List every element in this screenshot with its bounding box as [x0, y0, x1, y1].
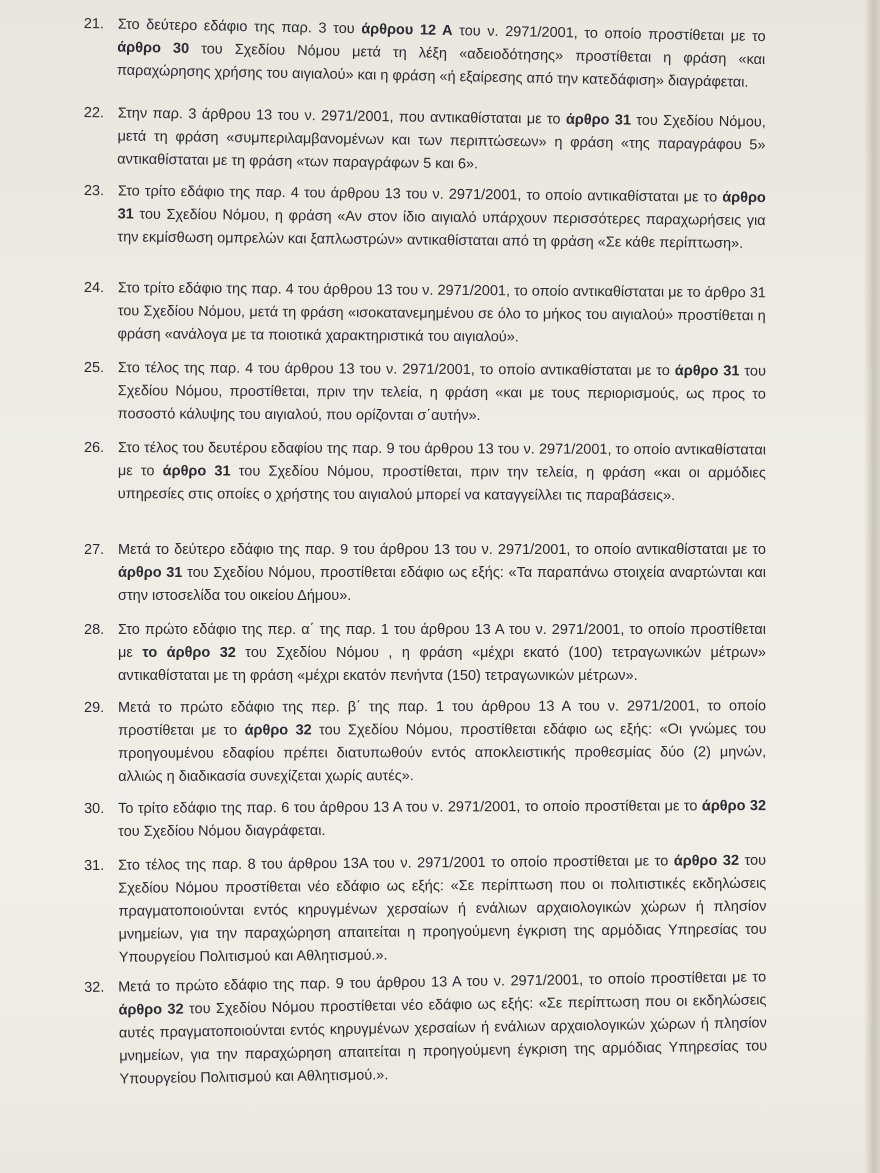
paragraph-number: 30. — [84, 800, 105, 818]
paragraph-number: 27. — [84, 542, 105, 558]
paragraph-text — [118, 437, 766, 508]
paragraph-21 — [85, 13, 766, 95]
text-run: Στο τρίτο εδάφιο της παρ. 4 του άρθρου 13 του ν. 2971/2001, το οποίο αντικαθίσταται με το — [117, 183, 723, 206]
text-run: του Σχεδίου Νόμου μετά τη λέξη «αδειοδότησης» προστίθεται η φράση «και παραχώρησης χρήσης του αιγιαλού» και η φράση «ή εξαίρεσης από την κατεδάφιση» διαγράφεται. — [116, 40, 766, 91]
paragraph-32 — [86, 966, 768, 1092]
paragraph-25 — [83, 357, 766, 430]
text-run: του Σχεδίου Νόμου διαγράφεται. — [118, 822, 326, 840]
paragraph-number: 25. — [83, 359, 105, 377]
paragraph-29 — [86, 695, 766, 789]
text-run: του Σχεδίου Νόμου, προστίθεται, πριν την τελεία, η φράση «και οι αρμόδιες υπηρεσίες στις οποίες ο χρήστης του αιγιαλού μπορεί να καταγγείλλει τις παραβάσεις». — [117, 463, 766, 505]
paragraph-text — [117, 180, 766, 256]
paragraph-text — [118, 795, 766, 844]
text-run: του Σχεδίου Νόμου προστίθεται νέο εδάφιο ως εξής: «Σε περίπτωση που οι εκδηλώσεις αυτές πραγματοποιούνται εντός κηρυγμένων χερσαίων ή ενάλιων αρχαιολογικών χώρων ή πλησίον μνημείων, για την παραχώρηση απαιτείται η προηγούμενη έγκριση της αρμόδιας Υπηρεσίας του Υπουργείου Πολιτισμού και Αθλητισμού.». — [118, 992, 768, 1088]
text-run: του Σχεδίου Νόμου προστίθεται νέο εδάφιο ως εξής: «Σε περίπτωση που οι πολιτιστικές εκδηλώσεις πραγματοποιούνται εντός κηρυγμένων χερσαίων ή ενάλιων αρχαιολογικών χώρων ή πλησίον μνημείων, για την παραχώρηση απαιτείται η προηγούμενη έγκριση της αρμόδιας Υπηρεσίας του Υπουργείου Πολιτισμού και Αθλητισμού.». — [118, 852, 767, 966]
paragraph-28 — [86, 619, 766, 688]
paragraph-number: 23. — [83, 182, 105, 200]
bold-reference: άρθρο 31 — [117, 189, 766, 223]
bold-reference: άρθρο 31 — [162, 463, 231, 480]
paragraph-text — [118, 850, 767, 970]
text-run: του Σχεδίου Νόμου, προστίθεται εδάφιο ως εξής: «Οι γνώμες του προηγουμένου εδαφίου πρέπει διατυπωθούν εντός αποκλειστικής προθεσμίας δύο (2) μηνών, αλλιώς η διαδικασία συνεχίζεται χωρίς αυτές». — [118, 721, 767, 785]
bold-reference: άρθρο 31 — [118, 565, 183, 581]
paragraph-26 — [83, 437, 766, 508]
text-run: Μετά το πρώτο εδάφιο της παρ. 9 του άρθρου 13 Α του ν. 2971/2001, το οποίο προστίθεται με το — [118, 969, 767, 996]
paragraph-text — [118, 619, 766, 688]
bold-reference: το άρθρο 32 — [142, 645, 236, 661]
bold-reference: άρθρου 12 Α — [361, 21, 453, 40]
paragraph-30 — [86, 795, 766, 844]
paragraph-number: 24. — [83, 279, 105, 297]
text-run: του Σχεδίου Νόμου, η φράση «Αν στον ίδιο αιγιαλό υπάρχουν περισσότερες παραχωρήσεις για την εκμίσθωση ομπρελών και ξαπλωστρών» αντικαθίσταται από τη φράση «Σε κάθε περίπτωση». — [117, 206, 766, 252]
text-run: του Σχεδίου Νόμου, μετά τη φράση «συμπεριλαμβανομένων και των περιπτώσεων» η φράση «της παραγράφου 5» αντικαθίσταται με τη φράση «των παραγράφων 5 και 6». — [117, 112, 766, 173]
text-run: του Σχεδίου Νόμου, προστίθεται, πριν την τελεία, η φράση «και με τους περιορισμούς, ως προς το ποσοστό κάλυψης του αιγιαλού, που ορίζονται σ΄αυτήν». — [117, 363, 766, 425]
paragraph-text — [118, 966, 768, 1091]
bold-reference: άρθρο 32 — [118, 1001, 184, 1019]
paragraph-number: 26. — [83, 439, 105, 457]
bold-reference: άρθρο 31 — [674, 363, 740, 380]
paragraph-number: 21. — [83, 15, 105, 33]
bold-reference: άρθρο 32 — [673, 852, 740, 870]
text-run: Στο τέλος της παρ. 8 του άρθρου 13Α του ν. 2971/2001 το οποίο προστίθεται με το — [118, 853, 674, 874]
paragraph-text — [117, 102, 766, 180]
text-run: Μετά το πρώτο εδάφιο της περ. β΄ της παρ. 1 του άρθρου 13 Α του ν. 2971/2001, το οποίο προστίθεται με το — [118, 698, 767, 739]
paragraph-text — [118, 695, 766, 789]
bold-reference: άρθρο 30 — [117, 39, 190, 57]
paragraph-text — [117, 277, 766, 351]
text-run: Μετά το δεύτερο εδάφιο της παρ. 9 του άρθρου 13 του ν. 2971/2001, το οποίο αντικαθίσταται με το — [118, 542, 766, 558]
paragraph-27 — [86, 539, 766, 608]
bold-reference: άρθρο 32 — [244, 722, 312, 739]
paragraph-24 — [85, 277, 766, 351]
paragraph-number: 28. — [84, 622, 105, 638]
bold-reference: άρθρο 32 — [701, 798, 767, 815]
paragraph-number: 29. — [84, 699, 105, 717]
paragraph-number: 32. — [84, 979, 105, 997]
paragraph-number: 31. — [84, 857, 105, 875]
text-run: του ν. 2971/2001, το οποίο προστίθεται με το — [452, 23, 766, 46]
paragraph-number: 22. — [83, 104, 105, 122]
text-run: του Σχεδίου Νόμου , η φράση «μέχρι εκατό (100) τετραγωνικών μέτρων» αντικαθίσταται με τη φράση «μέχρι εκατόν πενήντα (150) τετραγωνικών μέτρων». — [118, 645, 766, 684]
text-run: Στο τέλος του δευτέρου εδαφίου της παρ. 9 του άρθρου 13 του ν. 2971/2001, το οποίο αντικαθίσταται με το — [117, 440, 766, 480]
paragraph-22 — [85, 102, 766, 180]
text-run: Στο πρώτο εδάφιο της περ. α΄ της παρ. 1 του άρθρου 13 Α του ν. 2971/2001, το οποίο προστίθεται με — [118, 622, 766, 661]
paragraph-23 — [85, 180, 766, 256]
paragraph-text — [118, 357, 766, 429]
text-run: Στο δεύτερο εδάφιο της παρ. 3 του — [117, 16, 362, 38]
text-run: Στο τρίτο εδάφιο της παρ. 4 του άρθρου 13 του ν. 2971/2001, το οποίο αντικαθίσταται με το άρθρο 31 του Σχεδίου Νόμου, μετά τη φράση «ισοκατανεμημένου σε όλο το μήκος του αιγιαλού» προστίθεται η φράση «ανάλογα με τα ποιοτικά χαρακτηριστικά του αιγιαλού». — [117, 280, 766, 346]
text-run: του Σχεδίου Νόμου, προστίθεται εδάφιο ως εξής: «Τα παραπάνω στοιχεία αναρτώνται και στην ιστοσελίδα του οικείου Δήμου». — [118, 565, 766, 604]
paragraph-31 — [86, 850, 767, 970]
text-run: Στο τέλος της παρ. 4 του άρθρου 13 του ν. 2971/2001, το οποίο αντικαθίσταται με το — [117, 360, 675, 380]
page-edge-shadow — [864, 0, 880, 1173]
bold-reference: άρθρο 31 — [565, 111, 632, 129]
text-run: Στην παρ. 3 άρθρου 13 του ν. 2971/2001, που αντικαθίσταται με το — [117, 105, 567, 128]
paragraph-text — [118, 539, 766, 608]
paragraph-text — [117, 14, 766, 95]
text-run: Το τρίτο εδάφιο της παρ. 6 του άρθρου 13 Α του ν. 2971/2001, το οποίο προστίθεται με το — [118, 798, 702, 817]
